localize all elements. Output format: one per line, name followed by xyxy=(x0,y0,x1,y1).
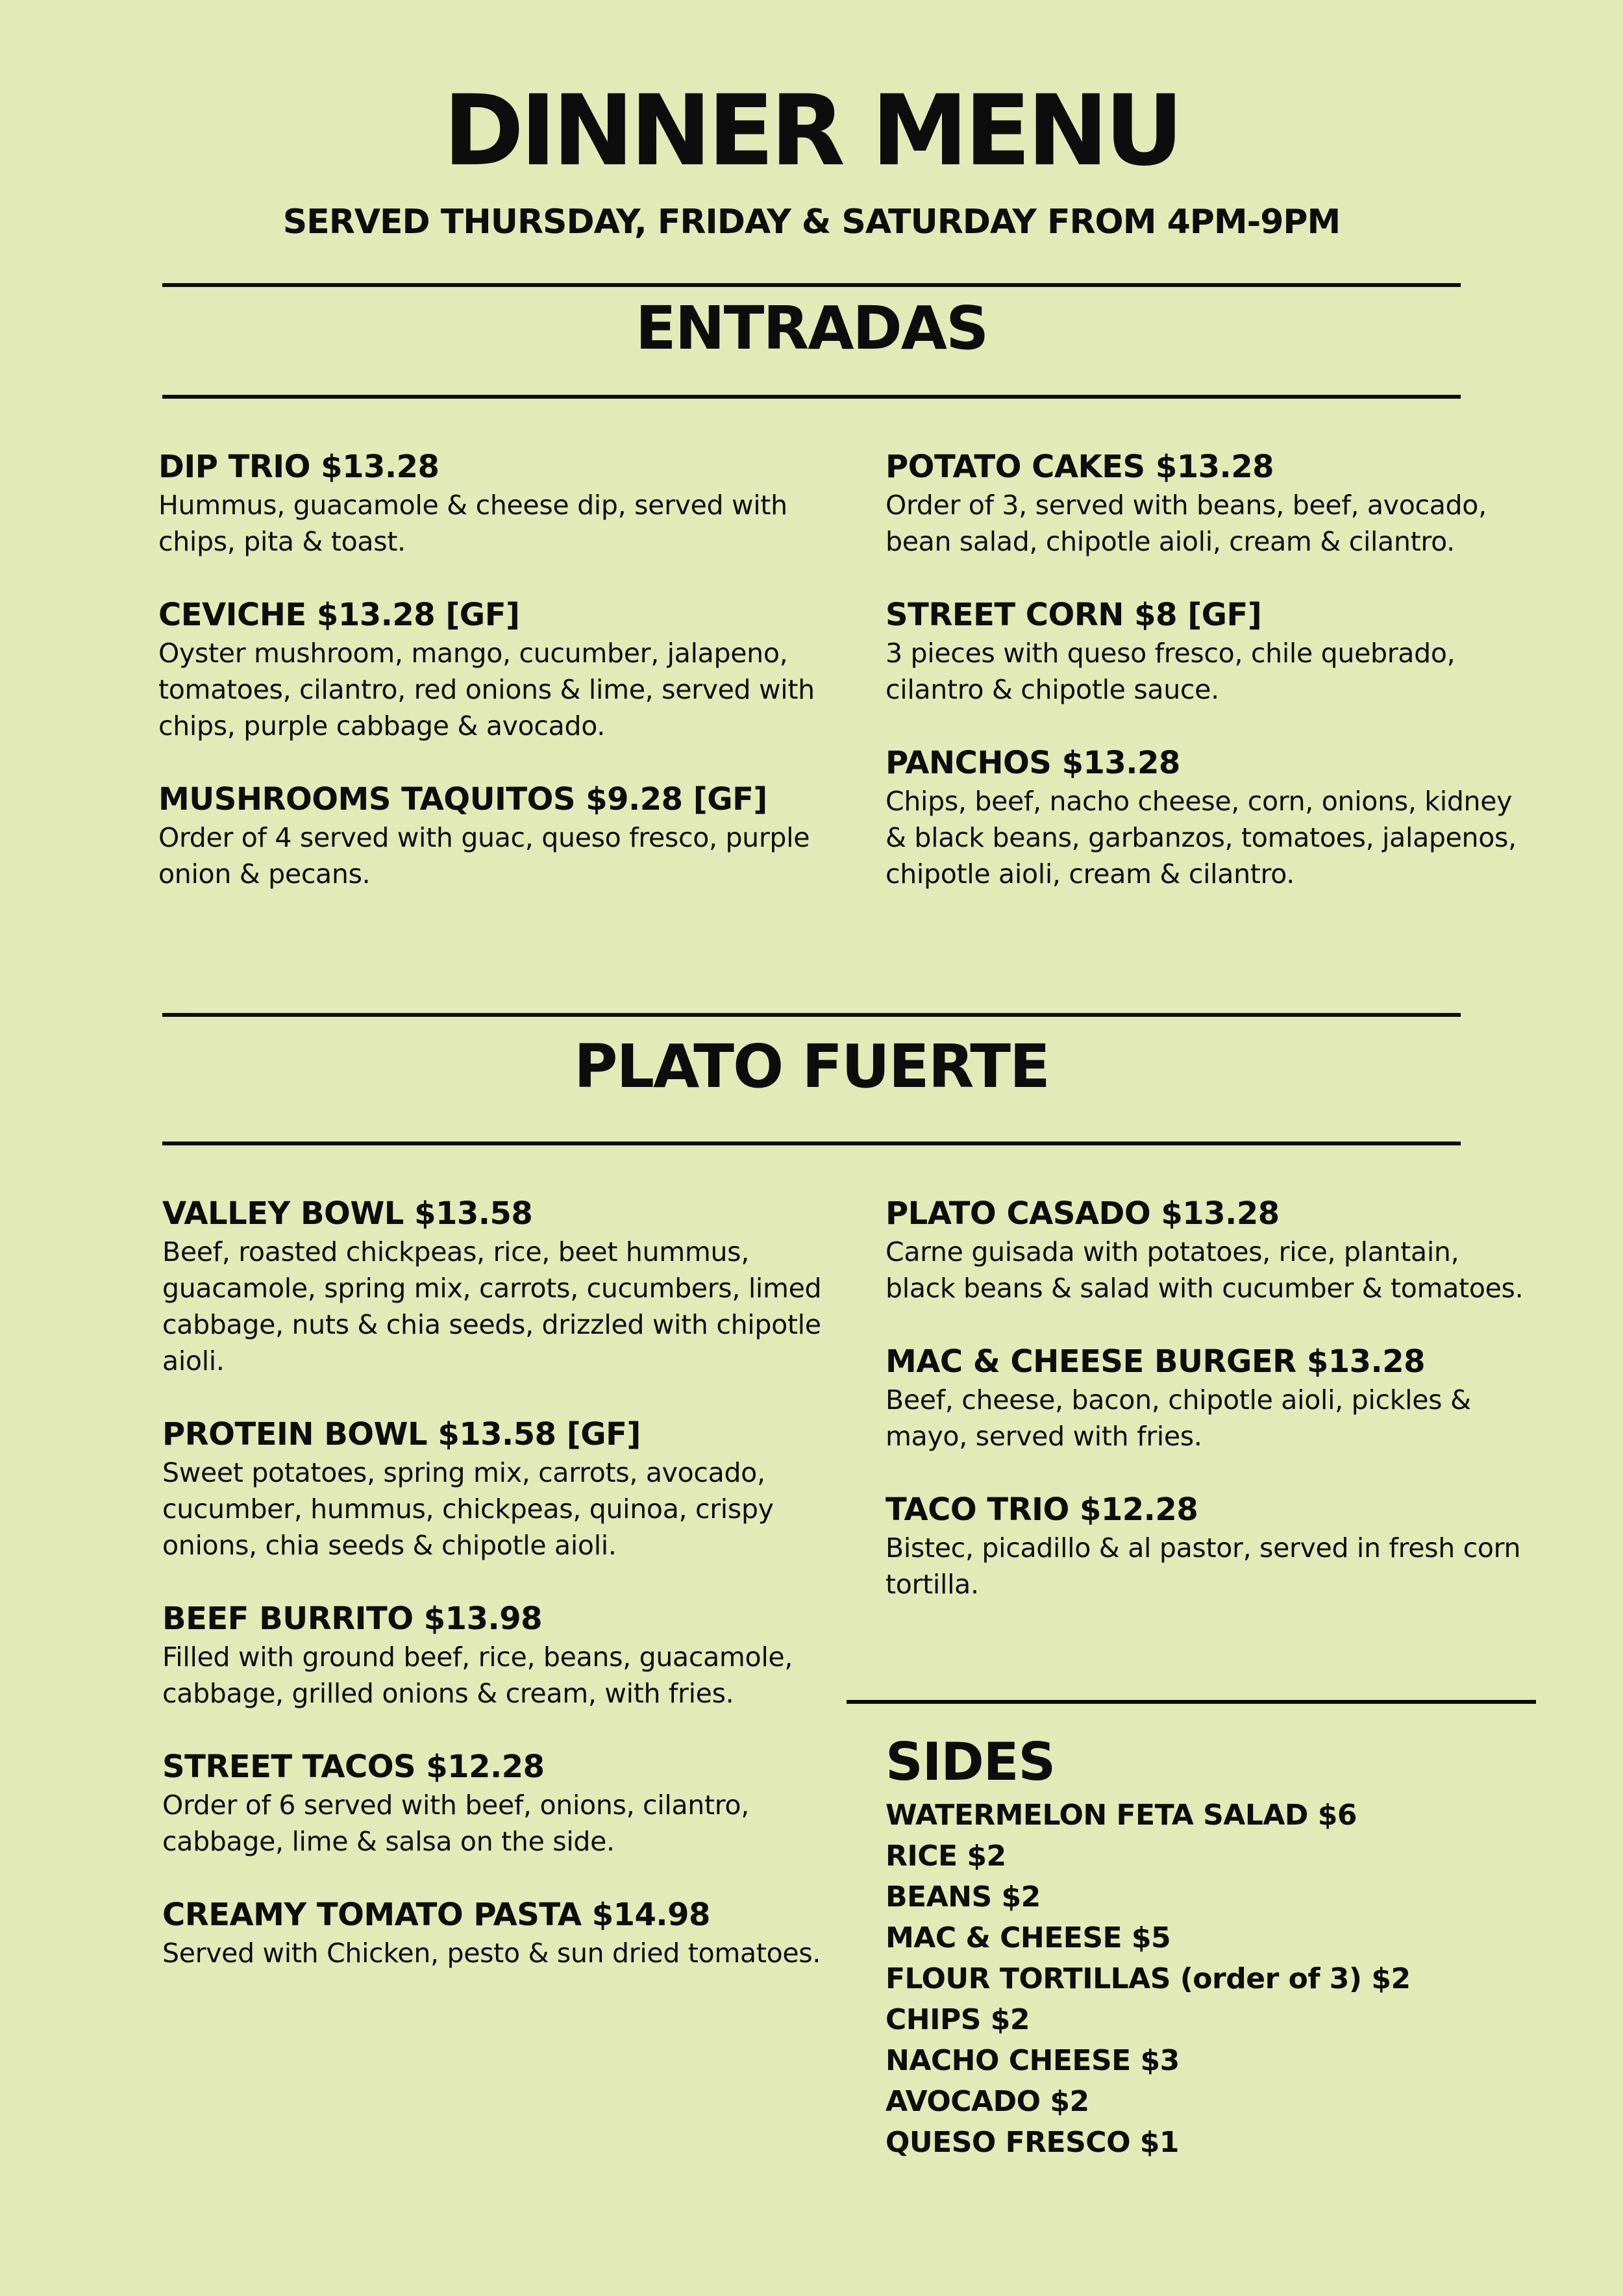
menu-item xyxy=(886,595,1535,708)
menu-item-title: PANCHOS $13.28 xyxy=(886,745,1180,781)
menu-item-description: Order of 3, served with beans, beef, avocado, bean salad, chipotle aioli, cream & cilantro. xyxy=(886,490,1487,557)
side-item: MAC & CHEESE $5 xyxy=(886,1921,1171,1954)
plato-fuerte-right-column xyxy=(886,1193,1535,1603)
side-item: CHIPS $2 xyxy=(886,2003,1030,2036)
menu-item-title: MUSHROOMS TAQUITOS $9.28 [GF] xyxy=(158,781,767,817)
menu-item xyxy=(162,1193,844,1379)
divider-line xyxy=(162,1142,1461,1145)
menu-subtitle: SERVED THURSDAY, FRIDAY & SATURDAY FROM 4PM-9PM xyxy=(282,203,1341,242)
plato-fuerte-left-column xyxy=(162,1193,844,1971)
menu-item xyxy=(886,447,1535,560)
divider-line xyxy=(162,395,1461,399)
side-item: WATERMELON FETA SALAD $6 xyxy=(886,1799,1357,1832)
section-heading-plato-fuerte: PLATO FUERTE xyxy=(574,1032,1049,1101)
side-item: FLOUR TORTILLAS (order of 3) $2 xyxy=(886,1962,1411,1995)
menu-item-description: Served with Chicken, pesto & sun dried tomatoes. xyxy=(162,1938,821,1969)
menu-item-description: Bistec, picadillo & al pastor, served in fresh corn tortilla. xyxy=(886,1532,1521,1600)
menu-item xyxy=(886,1193,1535,1306)
entradas-right-column xyxy=(886,447,1535,892)
entradas-left-column xyxy=(158,447,840,892)
menu-item-title: POTATO CAKES $13.28 xyxy=(886,449,1274,485)
menu-title: DINNER MENU xyxy=(443,75,1180,188)
menu-item-description: Beef, cheese, bacon, chipotle aioli, pickles & mayo, served with fries. xyxy=(886,1384,1471,1452)
menu-item-description: Chips, beef, nacho cheese, corn, onions, kidney & black beans, garbanzos, tomatoes, jalapenos, chipotle aioli, cream & cilantro. xyxy=(886,786,1517,890)
menu-item-description: Order of 4 served with guac, queso fresco, purple onion & pecans. xyxy=(158,822,810,890)
menu-item-title: VALLEY BOWL $13.58 xyxy=(162,1195,533,1232)
menu-item-description: Filled with ground beef, rice, beans, guacamole, cabbage, grilled onions & cream, with fries. xyxy=(162,1641,793,1709)
side-item: QUESO FRESCO $1 xyxy=(886,2126,1180,2159)
menu-item xyxy=(162,1414,844,1564)
menu-item-description: 3 pieces with queso fresco, chile quebrado, cilantro & chipotle sauce. xyxy=(886,638,1456,705)
menu-item-title: CREAMY TOMATO PASTA $14.98 xyxy=(162,1897,710,1933)
side-item: BEANS $2 xyxy=(886,1880,1041,1914)
menu-item-description: Order of 6 served with beef, onions, cilantro, cabbage, lime & salsa on the side. xyxy=(162,1790,749,1857)
sides-block xyxy=(886,1734,1535,2163)
menu-item xyxy=(162,1599,844,1712)
section-heading-entradas: ENTRADAS xyxy=(635,293,988,363)
menu-item-title: CEVICHE $13.28 [GF] xyxy=(158,597,520,633)
menu-item xyxy=(162,1747,844,1860)
menu-item-title: PROTEIN BOWL $13.58 [GF] xyxy=(162,1416,641,1453)
side-item: RICE $2 xyxy=(886,1840,1006,1873)
menu-item-title: BEEF BURRITO $13.98 xyxy=(162,1601,542,1637)
menu-item-title: TACO TRIO $12.28 xyxy=(886,1491,1198,1528)
menu-item-description: Oyster mushroom, mango, cucumber, jalapeno, tomatoes, cilantro, red onions & lime, served with chips, purple cabbage & avocado. xyxy=(158,638,815,742)
divider-line xyxy=(162,1013,1461,1017)
side-item: AVOCADO $2 xyxy=(886,2085,1089,2118)
menu-item-description: Hummus, guacamole & cheese dip, served with chips, pita & toast. xyxy=(158,490,787,557)
menu-item xyxy=(158,447,840,560)
menu-item xyxy=(158,779,840,892)
menu-item xyxy=(886,743,1535,892)
menu-item-description: Beef, roasted chickpeas, rice, beet hummus, guacamole, spring mix, carrots, cucumbers, limed cabbage, nuts & chia seeds, drizzled with chipotle aioli. xyxy=(162,1236,822,1377)
divider-line xyxy=(162,283,1461,287)
menu-item xyxy=(158,595,840,744)
menu-item-title: MAC & CHEESE BURGER $13.28 xyxy=(886,1343,1426,1380)
menu-item-title: PLATO CASADO $13.28 xyxy=(886,1195,1280,1232)
menu-item-title: DIP TRIO $13.28 xyxy=(158,449,440,485)
side-item: NACHO CHEESE $3 xyxy=(886,2044,1180,2077)
menu-item xyxy=(886,1490,1535,1603)
menu-item xyxy=(886,1341,1535,1454)
divider-line xyxy=(847,1700,1536,1704)
menu-item-description: Sweet potatoes, spring mix, carrots, avocado, cucumber, hummus, chickpeas, quinoa, crispy onions, chia seeds & chipotle aioli. xyxy=(162,1457,774,1561)
menu-item-description: Carne guisada with potatoes, rice, plantain, black beans & salad with cucumber & tomatoes. xyxy=(886,1236,1524,1304)
menu-item-title: STREET TACOS $12.28 xyxy=(162,1749,545,1785)
menu-item-title: STREET CORN $8 [GF] xyxy=(886,597,1262,633)
sides-heading: SIDES xyxy=(886,1732,1056,1792)
menu-item xyxy=(162,1895,844,1971)
